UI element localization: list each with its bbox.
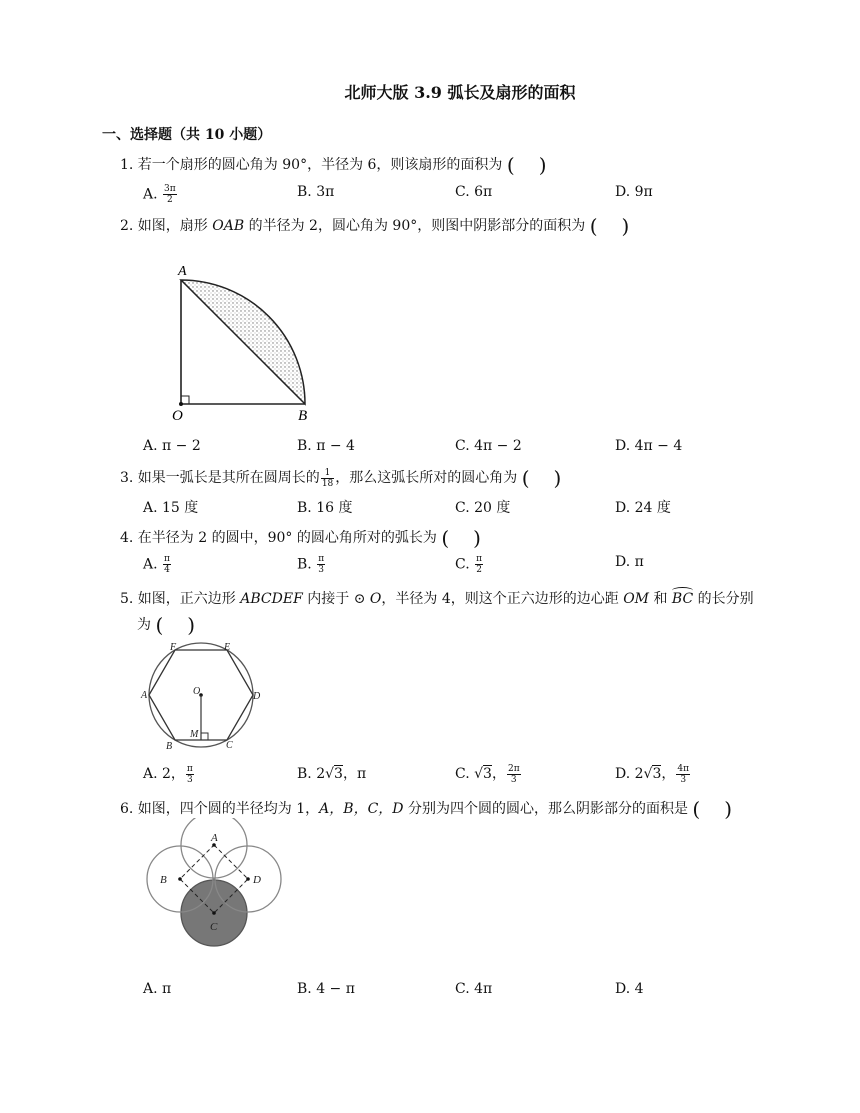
option-1d: D. 9π xyxy=(615,184,653,200)
option-5b: B. 2√3，π xyxy=(297,766,367,782)
question-6: 6. 如图，四个圆的半径均为 1，A，B，C，D 分别为四个圆的圆心，那么阴影部分的面积是 ( ) xyxy=(120,797,733,821)
option-2b: B. π − 4 xyxy=(297,438,355,454)
option-3b: B. 16 度 xyxy=(297,500,353,516)
section-heading: 一、选择题（共 10 小题） xyxy=(102,127,272,143)
option-6a: A. π xyxy=(143,981,172,997)
answer-paren-open: ( xyxy=(506,153,515,177)
option-4c: C. $\frac{\pi}{2}$ xyxy=(455,554,483,575)
option-3a: A. 15 度 xyxy=(143,500,199,516)
option-3d: D. 24 度 xyxy=(615,500,671,516)
label-d: D xyxy=(253,691,261,702)
question-4: 4. 在半径为 2 的圆中，90° 的圆心角所对的弧长为 ( ) xyxy=(120,526,481,550)
option-5a: A. 2， $\frac{\pi}{3}$ xyxy=(143,763,193,785)
question-5: 5. 如图，正六边形 ABCDEF 内接于 ⊙ O，半径为 4，则这个正六边形的边心距 OM 和 BC 的长分别 xyxy=(120,588,754,608)
label-b: B xyxy=(160,874,167,886)
label-f: F xyxy=(170,642,177,653)
label-c: C xyxy=(210,921,218,933)
label-m: M xyxy=(190,729,199,740)
shaded-segment xyxy=(181,280,305,404)
option-5c: C. √3， $\frac{2\pi}{3}$ xyxy=(455,763,520,785)
option-4d: D. π xyxy=(615,554,644,570)
label-a: A xyxy=(178,264,187,279)
option-4a: A. $\frac{\pi}{4}$ xyxy=(143,554,170,575)
label-e: E xyxy=(224,642,231,653)
option-4b: B. $\frac{\pi}{3}$ xyxy=(297,554,325,575)
label-b: B xyxy=(298,408,308,424)
question-1-text: 1. 若一个扇形的圆心角为 90°，半径为 6，则该扇形的面积为 xyxy=(120,157,503,173)
option-2c: C. 4π − 2 xyxy=(455,438,522,454)
hexagon-figure xyxy=(138,640,268,752)
label-d: D xyxy=(253,874,261,886)
label-o: O xyxy=(193,686,201,697)
option-2d: D. 4π − 4 xyxy=(615,438,683,454)
option-6c: C. 4π xyxy=(455,981,493,997)
option-1c: C. 6π xyxy=(455,184,493,200)
question-3: 3. 如果一弧长是其所在圆周长的 $\frac{1}{18}$ ，那么这弧长所对的圆心角为 ( ) xyxy=(120,466,562,490)
sector-figure xyxy=(160,258,325,428)
option-5d: D. 2√3， $\frac{4\pi}{3}$ xyxy=(615,763,690,785)
question-2: 2. 如图，扇形 OAB 的半径为 2，圆心角为 90°，则图中阴影部分的面积为 ( ) xyxy=(120,214,630,238)
label-o: O xyxy=(172,408,183,424)
option-6d: D. 4 xyxy=(615,981,644,997)
question-5-line2: 为 ( ) xyxy=(137,613,196,637)
arc-symbol xyxy=(672,587,693,594)
option-1b: B. 3π xyxy=(297,184,335,200)
page-title: 北师大版 3.9 弧长及扇形的面积 xyxy=(344,83,576,102)
four-circles-figure xyxy=(134,818,294,973)
answer-paren-close: ) xyxy=(538,153,547,177)
label-b: B xyxy=(166,741,173,752)
option-1a: A. $\frac{3\pi}{2}$ xyxy=(143,184,176,205)
label-c: C xyxy=(226,740,233,751)
label-a: A xyxy=(211,832,218,844)
option-3c: C. 20 度 xyxy=(455,500,511,516)
option-2a: A. π − 2 xyxy=(143,438,201,454)
question-1 xyxy=(120,153,547,177)
option-6b: B. 4 − π xyxy=(297,981,355,997)
label-a: A xyxy=(141,690,148,701)
